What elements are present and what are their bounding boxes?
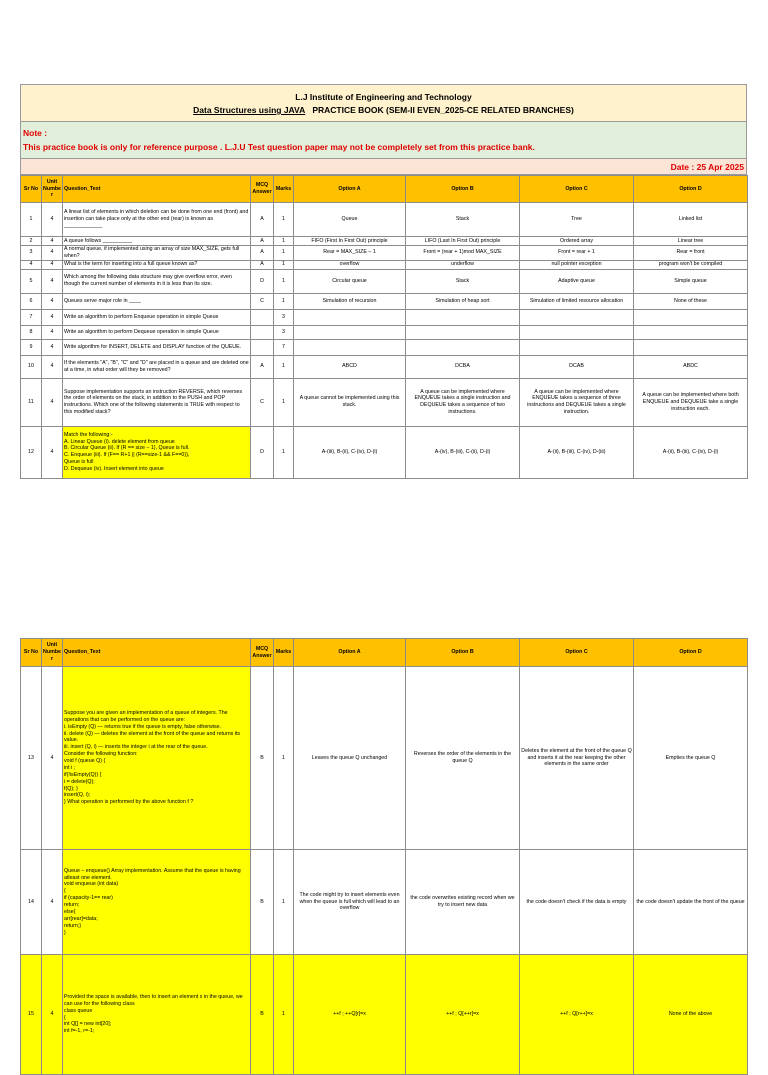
col-option-d-cell: None of the above	[634, 955, 748, 1075]
col-question-text-cell: Provided the space is available, then to insert an element x in the queue, we can use for the following class class queue { int Q[] = new int[20]; int f=-1, r=-1;	[63, 955, 251, 1075]
question-table-page-2	[20, 638, 748, 1075]
col-sr-no-cell: 11	[21, 378, 42, 426]
col-unit-number-header: Unit Number	[42, 176, 63, 203]
col-question-text-cell: A normal queue, if implemented using an array of size MAX_SIZE, gets full when?	[63, 246, 251, 261]
col-unit-number-cell: 4	[42, 426, 63, 478]
col-unit-number-cell: 4	[42, 293, 63, 309]
col-marks-cell: 1	[274, 246, 294, 261]
col-mcq-answer-header: MCQ Answer	[251, 176, 274, 203]
col-option-c-header: Option C	[520, 176, 634, 203]
col-sr-no-header: Sr No	[21, 176, 42, 203]
col-marks-header: Marks	[274, 176, 294, 203]
col-option-d-cell: Rear = front	[634, 246, 748, 261]
col-mcq-answer-cell: B	[251, 850, 274, 955]
col-sr-no-cell: 8	[21, 325, 42, 339]
question-row	[21, 955, 748, 1075]
col-marks-cell: 1	[274, 269, 294, 293]
col-option-c-cell: Ordered array	[520, 237, 634, 246]
question-row	[21, 246, 748, 261]
question-row	[21, 667, 748, 850]
col-option-a-cell	[294, 309, 406, 325]
question-row	[21, 269, 748, 293]
col-mcq-answer-cell: C	[251, 378, 274, 426]
col-unit-number-cell: 4	[42, 667, 63, 850]
col-unit-number-cell: 4	[42, 237, 63, 246]
col-question-text-cell: Suppose you are given an implementation of a queue of integers. The operations that can be performed on the queue are: i. isEmpty (Q) — returns true if the queue is empty, false otherwise. ii. delete (Q) — deletes the element at the front of the queue and returns its value. iii. insert (Q, i) — inserts the integer i at the rear of the queue. Consider the following function: void f (queue Q) { int i ; if(!isEmpty(Q)) { i = delete(Q); f(Q); } insert(Q, i); } What operation is performed by the above function f ?	[63, 667, 251, 850]
question-row	[21, 339, 748, 355]
col-sr-no-cell: 13	[21, 667, 42, 850]
col-option-a-cell: overflow	[294, 260, 406, 269]
col-option-b-cell	[406, 325, 520, 339]
table-header-row	[21, 176, 748, 203]
col-question-text-cell: Write algorithm for INSERT, DELETE and DISPLAY function of the QUEUE.	[63, 339, 251, 355]
col-option-d-cell: Simple queue	[634, 269, 748, 293]
col-option-b-cell: LIFO (Last In First Out) principle	[406, 237, 520, 246]
col-option-d-cell: ABDC	[634, 355, 748, 378]
col-option-d-cell: Linked list	[634, 203, 748, 237]
header-banner	[20, 84, 747, 122]
col-unit-number-cell: 4	[42, 378, 63, 426]
col-unit-number-cell: 4	[42, 260, 63, 269]
col-option-a-cell: Rear = MAX_SIZE – 1	[294, 246, 406, 261]
question-row	[21, 355, 748, 378]
col-marks-cell: 1	[274, 355, 294, 378]
col-sr-no-cell: 12	[21, 426, 42, 478]
col-mcq-answer-cell: B	[251, 667, 274, 850]
col-option-d-cell: A queue can be implemented where both ENQUEUE and DEQUEUE take a single instruction each.	[634, 378, 748, 426]
col-marks-cell: 1	[274, 237, 294, 246]
col-option-b-cell: Reverses the order of the elements in the queue Q	[406, 667, 520, 850]
note-text: This practice book is only for reference purpose . L.J.U Test question paper may not be completely set from this practice bank.	[23, 142, 535, 152]
col-sr-no-header: Sr No	[21, 639, 42, 667]
col-marks-cell: 1	[274, 293, 294, 309]
col-mcq-answer-cell: D	[251, 426, 274, 478]
col-option-c-cell: Deletes the element at the front of the queue Q and inserts it at the rear keeping the other elements in the same order	[520, 667, 634, 850]
col-option-c-cell: Tree	[520, 203, 634, 237]
col-option-a-cell: A queue cannot be implemented using this stack.	[294, 378, 406, 426]
col-marks-cell: 3	[274, 325, 294, 339]
col-option-d-cell: program won't be compiled	[634, 260, 748, 269]
question-row	[21, 203, 748, 237]
col-option-b-cell	[406, 309, 520, 325]
col-mcq-answer-cell: A	[251, 203, 274, 237]
col-option-d-cell: Empties the queue Q	[634, 667, 748, 850]
col-option-b-cell: ++f ; Q[++r]=x	[406, 955, 520, 1075]
col-mcq-answer-cell: A	[251, 246, 274, 261]
col-question-text-cell: A queue follows __________	[63, 237, 251, 246]
question-row	[21, 850, 748, 955]
col-option-d-header: Option D	[634, 639, 748, 667]
col-question-text-cell: Queue – enqueue() Array implementation. Assume that the queue is having atleast one element. void enqueue (int data) { if (capacity-1== rear) return; else{ arr[rear]=data; return;} }	[63, 850, 251, 955]
col-option-b-cell: Stack	[406, 203, 520, 237]
question-row	[21, 309, 748, 325]
col-option-a-cell: ABCD	[294, 355, 406, 378]
col-option-a-cell: Leaves the queue Q unchanged	[294, 667, 406, 850]
col-unit-number-header: Unit Number	[42, 639, 63, 667]
book-name: PRACTICE BOOK (SEM-II EVEN_2025-CE RELATED BRANCHES)	[312, 105, 574, 115]
col-option-b-cell: underflow	[406, 260, 520, 269]
col-option-a-cell: Simulation of recursion	[294, 293, 406, 309]
col-marks-cell: 1	[274, 203, 294, 237]
col-mcq-answer-cell	[251, 325, 274, 339]
col-question-text-cell: Suppose implementation supports an instruction REVERSE, which reverses the order of elements on the stack, in addition to the PUSH and POP instructions. Which one of the following statements is TRUE with respect to this modified stack?	[63, 378, 251, 426]
col-mcq-answer-cell	[251, 339, 274, 355]
col-option-a-cell: Queue	[294, 203, 406, 237]
col-unit-number-cell: 4	[42, 309, 63, 325]
col-sr-no-cell: 1	[21, 203, 42, 237]
col-option-a-cell: Circular queue	[294, 269, 406, 293]
col-question-text-header: Question_Text	[63, 176, 251, 203]
col-marks-cell: 1	[274, 426, 294, 478]
col-option-a-cell	[294, 339, 406, 355]
col-option-c-cell: DCAB	[520, 355, 634, 378]
col-marks-cell: 1	[274, 955, 294, 1075]
col-option-a-header: Option A	[294, 639, 406, 667]
col-unit-number-cell: 4	[42, 355, 63, 378]
col-question-text-cell: Queues serve major role in ____	[63, 293, 251, 309]
col-option-c-cell: Simulation of limited resource allocation	[520, 293, 634, 309]
col-sr-no-cell: 5	[21, 269, 42, 293]
col-option-a-cell: FIFO (First In First Out) principle	[294, 237, 406, 246]
book-title	[21, 105, 746, 115]
col-marks-cell: 1	[274, 260, 294, 269]
col-option-a-header: Option A	[294, 176, 406, 203]
col-question-text-header: Question_Text	[63, 639, 251, 667]
col-question-text-cell: Write an algorithm to perform Dequeue operation in simple Queue	[63, 325, 251, 339]
col-option-a-cell: The code might try to insert elements even when the queue is full which will lead to an overflow	[294, 850, 406, 955]
col-unit-number-cell: 4	[42, 955, 63, 1075]
col-question-text-cell: If the elements "A", "B", "C" and "D" are placed in a queue and are deleted one at a time, in what order will they be removed?	[63, 355, 251, 378]
col-option-b-header: Option B	[406, 176, 520, 203]
col-unit-number-cell: 4	[42, 269, 63, 293]
col-option-c-cell	[520, 309, 634, 325]
col-unit-number-cell: 4	[42, 339, 63, 355]
col-mcq-answer-cell: D	[251, 269, 274, 293]
question-table-page-1	[20, 175, 748, 479]
col-marks-cell: 3	[274, 309, 294, 325]
col-marks-header: Marks	[274, 639, 294, 667]
col-mcq-answer-cell: A	[251, 237, 274, 246]
col-unit-number-cell: 4	[42, 246, 63, 261]
col-mcq-answer-cell: A	[251, 355, 274, 378]
col-option-c-cell: Adaptive queue	[520, 269, 634, 293]
col-mcq-answer-header: MCQ Answer	[251, 639, 274, 667]
col-option-c-cell: A-(ii), B-(iii), C-(iv), D-(iii)	[520, 426, 634, 478]
subject-name: Data Structures using JAVA	[193, 105, 306, 115]
col-option-d-cell: Linear tree	[634, 237, 748, 246]
col-option-b-cell	[406, 339, 520, 355]
col-option-d-cell	[634, 325, 748, 339]
col-option-a-cell: A-(iii), B-(ii), C-(iv), D-(i)	[294, 426, 406, 478]
date-label: Date : 25 Apr 2025	[20, 159, 747, 175]
question-row	[21, 293, 748, 309]
col-sr-no-cell: 9	[21, 339, 42, 355]
question-row	[21, 378, 748, 426]
col-sr-no-cell: 3	[21, 246, 42, 261]
col-sr-no-cell: 15	[21, 955, 42, 1075]
col-sr-no-cell: 14	[21, 850, 42, 955]
institute-name: L.J Institute of Engineering and Technology	[295, 92, 472, 102]
col-option-b-cell: Simulation of heap sort	[406, 293, 520, 309]
col-option-c-cell: the code doesn't check if the data is empty	[520, 850, 634, 955]
col-unit-number-cell: 4	[42, 203, 63, 237]
col-sr-no-cell: 7	[21, 309, 42, 325]
question-row	[21, 426, 748, 478]
col-option-b-cell: Stack	[406, 269, 520, 293]
col-option-b-header: Option B	[406, 639, 520, 667]
col-question-text-cell: A linear list of elements in which deletion can be done from one end (front) and insertion can take place only at the other end (rear) is known as _____________	[63, 203, 251, 237]
col-marks-cell: 1	[274, 378, 294, 426]
col-unit-number-cell: 4	[42, 325, 63, 339]
col-option-d-cell: the code doesn't update the front of the queue	[634, 850, 748, 955]
table-header-row	[21, 639, 748, 667]
col-option-c-cell: null pointer exception	[520, 260, 634, 269]
col-marks-cell: 7	[274, 339, 294, 355]
col-option-d-header: Option D	[634, 176, 748, 203]
col-option-d-cell	[634, 339, 748, 355]
col-option-b-cell: DCBA	[406, 355, 520, 378]
col-marks-cell: 1	[274, 667, 294, 850]
col-option-b-cell: the code overwrites existing record when we try to insert new data	[406, 850, 520, 955]
col-question-text-cell: What is the term for inserting into a full queue known as?	[63, 260, 251, 269]
col-option-c-header: Option C	[520, 639, 634, 667]
col-sr-no-cell: 4	[21, 260, 42, 269]
col-option-c-cell: Front = rear + 1	[520, 246, 634, 261]
col-mcq-answer-cell: B	[251, 955, 274, 1075]
col-option-b-cell: Front = (rear + 1)mod MAX_SIZE	[406, 246, 520, 261]
col-sr-no-cell: 2	[21, 237, 42, 246]
col-mcq-answer-cell: C	[251, 293, 274, 309]
note-banner	[20, 122, 747, 159]
col-option-d-cell: None of these	[634, 293, 748, 309]
col-question-text-cell: Which among the following data structure may give overflow error, even though the current number of elements in it is less than its size.	[63, 269, 251, 293]
col-option-c-cell	[520, 339, 634, 355]
question-row	[21, 260, 748, 269]
col-option-b-cell: A queue can be implemented where ENQUEUE takes a single instruction and DEQUEUE takes a sequence of two instructions.	[406, 378, 520, 426]
question-row	[21, 237, 748, 246]
col-option-a-cell	[294, 325, 406, 339]
col-option-d-cell: A-(ii), B-(iii), C-(iv), D-(i)	[634, 426, 748, 478]
col-question-text-cell: Write an algorithm to perform Enqueue operation in simple Queue	[63, 309, 251, 325]
col-option-d-cell	[634, 309, 748, 325]
question-row	[21, 325, 748, 339]
col-option-c-cell: A queue can be implemented where ENQUEUE takes a sequence of three instructions and DEQUEUE takes a single instruction.	[520, 378, 634, 426]
col-unit-number-cell: 4	[42, 850, 63, 955]
col-sr-no-cell: 10	[21, 355, 42, 378]
col-mcq-answer-cell	[251, 309, 274, 325]
col-mcq-answer-cell: A	[251, 260, 274, 269]
col-option-c-cell	[520, 325, 634, 339]
col-sr-no-cell: 6	[21, 293, 42, 309]
note-title: Note :	[23, 128, 48, 138]
col-marks-cell: 1	[274, 850, 294, 955]
col-question-text-cell: Match the following:- A. Linear Queue (i). delete element from queue B. Circular Queue (ii). If (R == size – 1), Queue is full. C. Enqueue (iii). If (F== R+1 || (R==size-1 && F==0)), Queue is full D. Dequeue (iv). Insert element into queue	[63, 426, 251, 478]
col-option-c-cell: ++f ; Q[r++]=x	[520, 955, 634, 1075]
col-option-b-cell: A-(iv), B-(iii), C-(ii), D-(i)	[406, 426, 520, 478]
col-option-a-cell: ++f ; ++Q[r]=x	[294, 955, 406, 1075]
